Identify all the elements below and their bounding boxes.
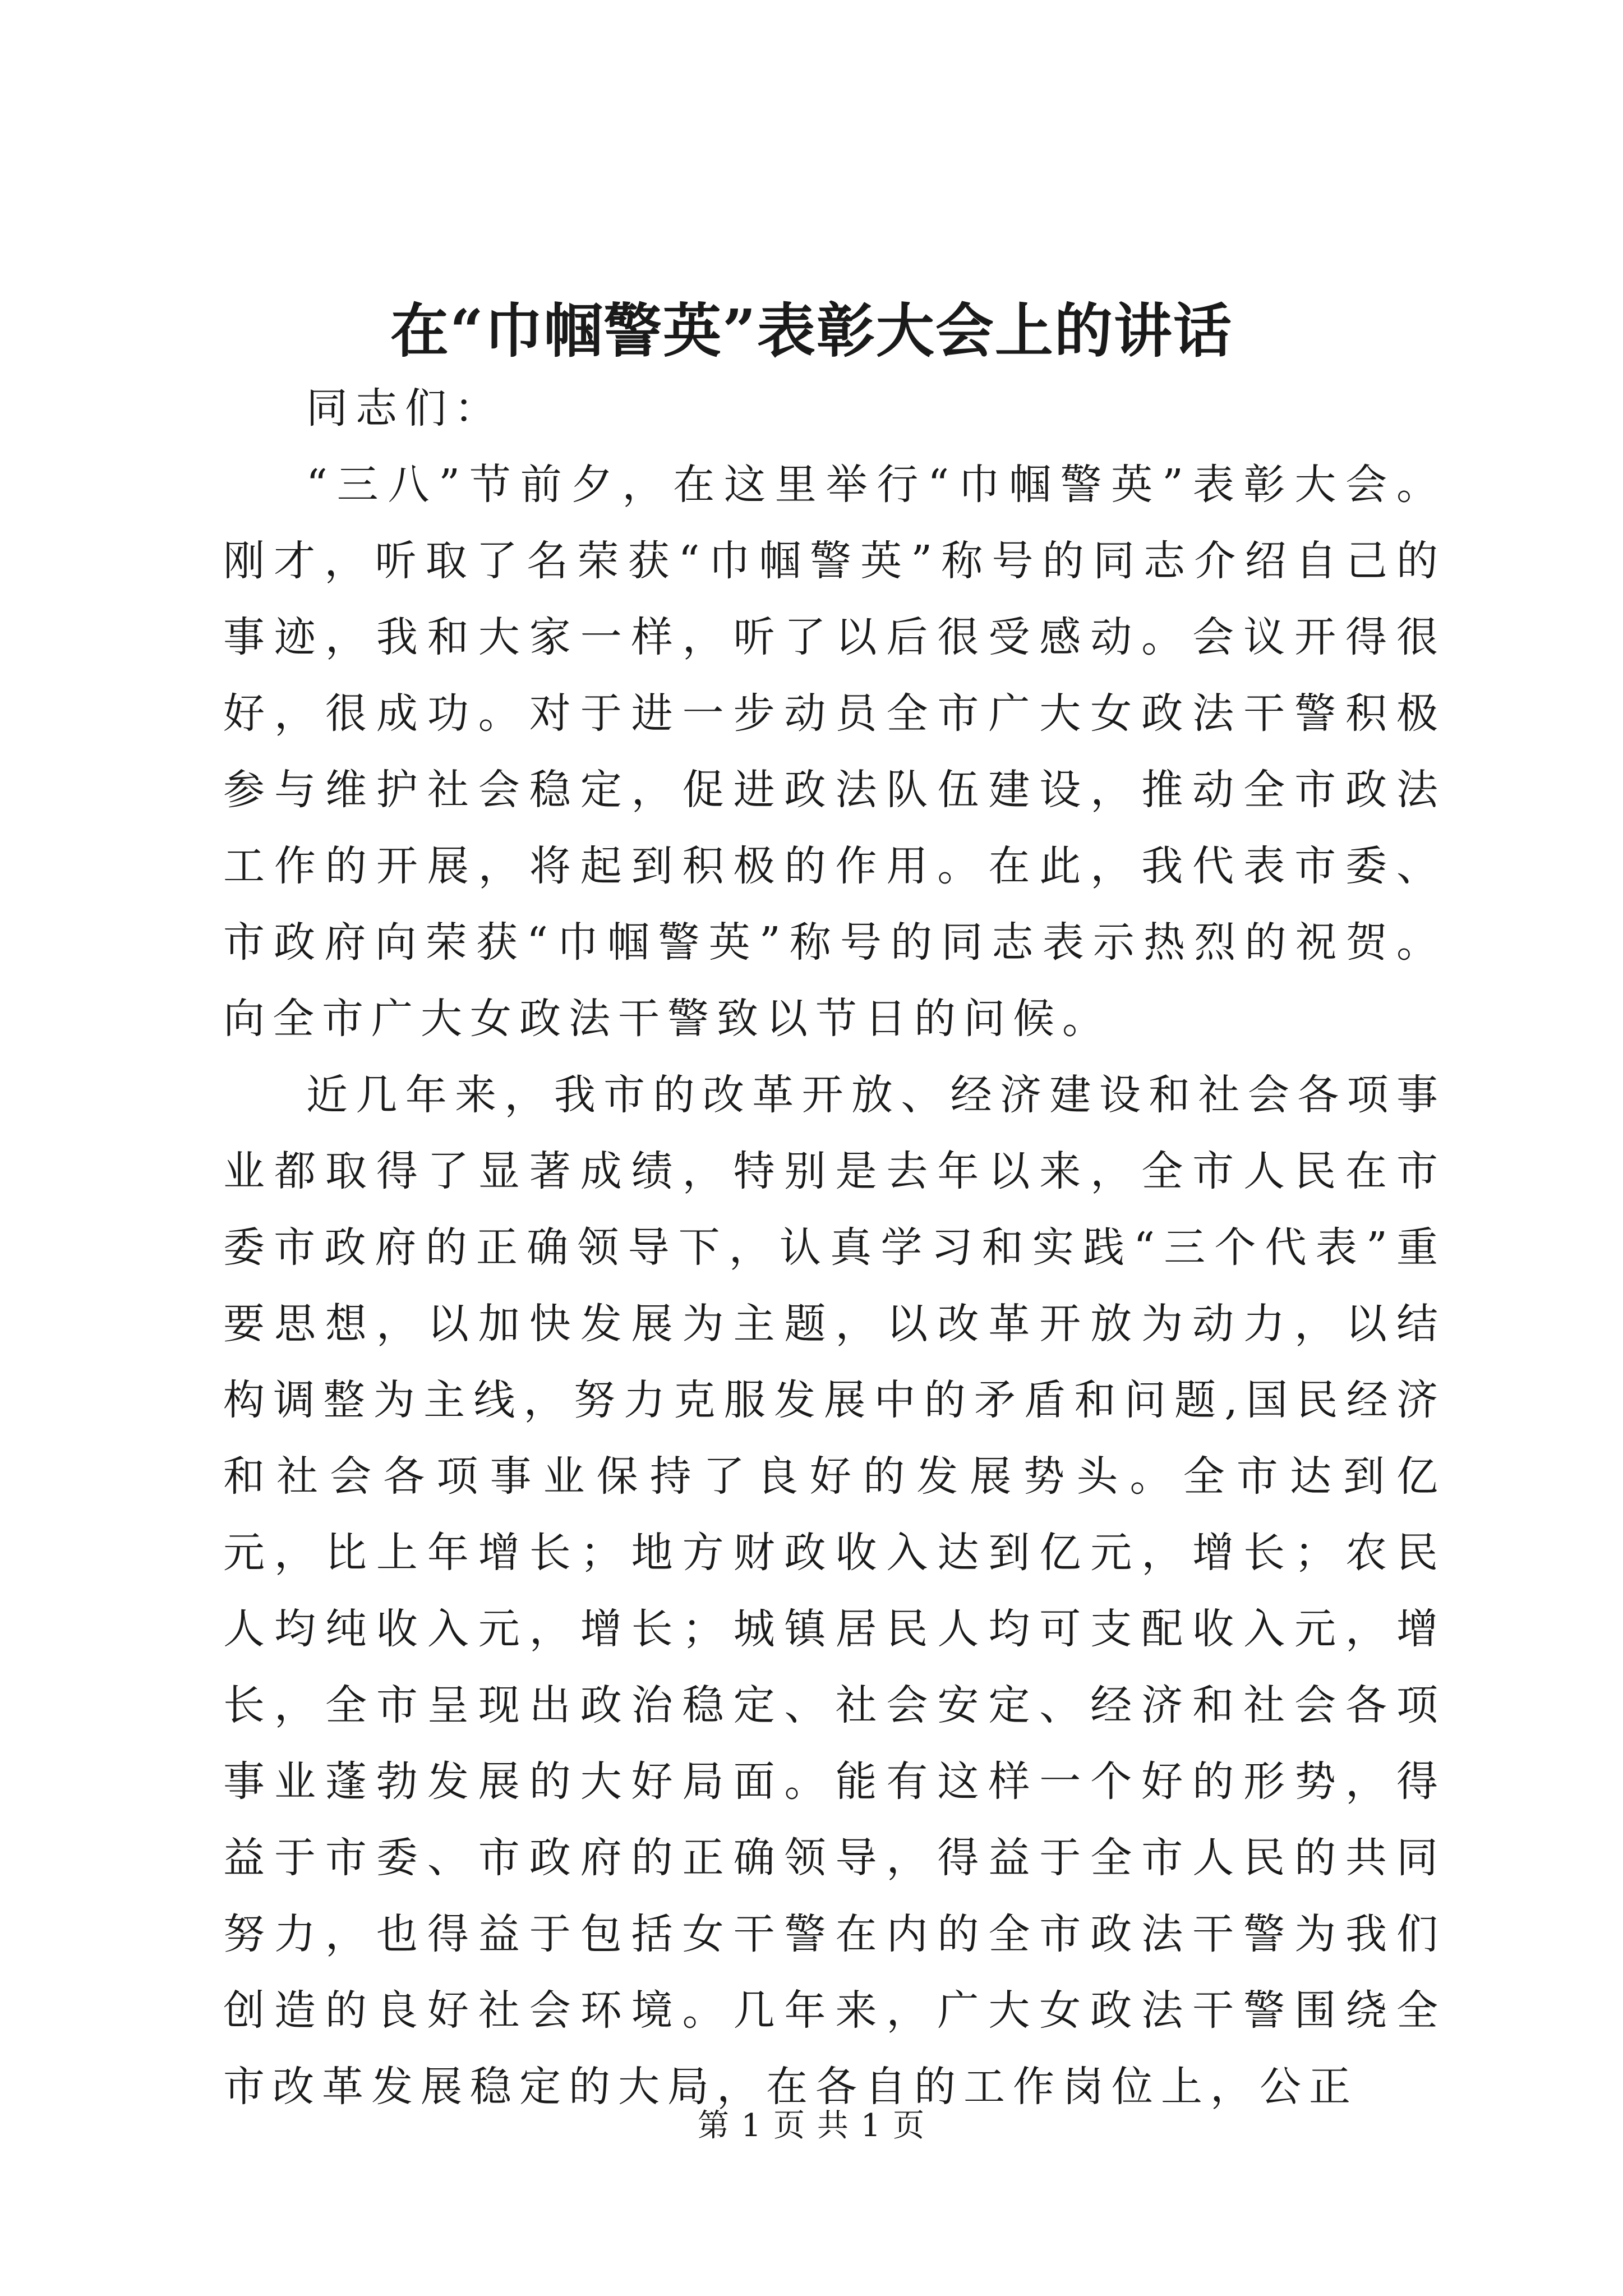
paragraph-2: 近几年来，我市的改革开放、经济建设和社会各项事业都取得了显著成绩，特别是去年以来，全市人民在市委市政府的正确领导下，认真学习和实践“三个代表”重要思想，以加快发展为主题，以改革开放为动力，以结构调整为主线，努力克服发展中的矛盾和问题,国民经济和社会各项事业保持了良好的发展势头。全市达到亿元，比上年增长；地方财政收入达到亿元，增长；农民人均纯收入元，增长；城镇居民人均可支配收入元，增长，全市呈现出政治稳定、社会安定、经济和社会各项事业蓬勃发展的大好局面。能有这样一个好的形势，得益于市委、市政府的正确领导，得益于全市人民的共同努力，也得益于包括女干警在内的全市政法干警为我们创造的良好社会环境。几年来，广大女政法干警围绕全市改革发展稳定的大局，在各自的工作岗位上，公正 — [223, 1071, 1446, 2111]
salutation: 同志们： — [306, 384, 504, 432]
page-number-footer: 第 1 页 共 1 页 — [697, 2108, 926, 2144]
document-title: 在“巾帼警英”表彰大会上的讲话 — [390, 296, 1233, 365]
paragraph-1: “三八”节前夕，在这里举行“巾帼警英”表彰大会。刚才，听取了名荣获“巾帼警英”称号的同志介绍自己的事迹，我和大家一样，听了以后很受感动。会议开得很好，很成功。对于进一步动员全市广大女政法干警积极参与维护社会稳定，促进政法队伍建设，推动全市政法工作的开展，将起到积极的作用。在此，我代表市委、市政府向荣获“巾帼警英”称号的同志表示热烈的祝贺。向全市广大女政法干警致以节日的问候。 — [223, 461, 1446, 1043]
document-body — [223, 370, 1446, 2125]
